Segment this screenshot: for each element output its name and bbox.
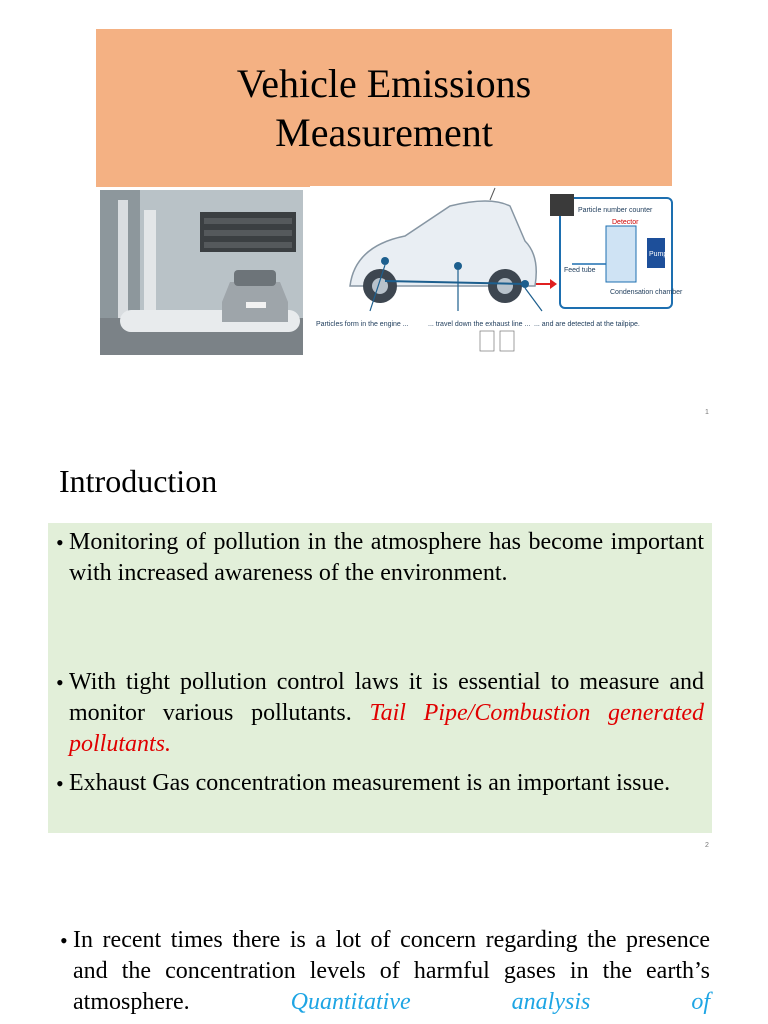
bullet-text-emphasis: Tail Pipe/Combustion generated pollutants. (69, 700, 705, 757)
caption-exhaust: ... travel down the exhaust line ... (428, 321, 531, 328)
bullet-item (60, 925, 710, 1018)
title-line-2: Measurement (275, 110, 493, 155)
particle-measurement-diagram (310, 186, 683, 358)
bullet-item (56, 527, 704, 589)
detector-label: Detector (612, 219, 639, 226)
bullet-symbol: • (56, 771, 64, 796)
section-heading: Introduction (59, 463, 218, 499)
bullet-panel (48, 523, 712, 833)
bullet-text-plain: With tight pollution control laws it is essential to measure and monitor various pollutants. (69, 669, 704, 726)
slide-2 (0, 425, 768, 857)
emissions-lab-photo (100, 190, 303, 355)
title-box (96, 29, 672, 187)
device-label: Particle number counter (578, 207, 653, 214)
bullet-symbol: • (60, 928, 68, 953)
condensation-label: Condensation chamber (610, 289, 683, 296)
caption-tailpipe: ... and are detected at the tailpipe. (534, 321, 640, 328)
bullet-text: Monitoring of pollution in the atmosphere has become important with increased awareness of the environment. (69, 529, 704, 586)
bullet-symbol: • (56, 670, 64, 695)
slide-3 (0, 857, 768, 1024)
bullet-text-plain: In recent times there is a lot of concern regarding the presence and the concentration levels of harmful gases in the earth’s atmosphere. (73, 927, 710, 1015)
bullet-text: Exhaust Gas concentration measurement is an important issue. (69, 770, 671, 796)
bullet-item (56, 667, 704, 760)
pump-label: Pump (649, 251, 668, 258)
bullet-symbol: • (56, 530, 64, 555)
page-number: 1 (705, 409, 709, 416)
bullet-text-emphasis: Quantitative analysis of (290, 989, 711, 1015)
caption-engine: Particles form in the engine ... (316, 321, 409, 328)
bullet-text (69, 667, 704, 760)
slide-1 (0, 0, 768, 425)
feed-tube-label: Feed tube (564, 267, 596, 274)
bullet-item (56, 768, 704, 799)
page-number: 2 (705, 842, 709, 849)
bullet-text (73, 925, 710, 1018)
title-line-1: Vehicle Emissions (236, 61, 532, 106)
slide-title (237, 59, 531, 157)
